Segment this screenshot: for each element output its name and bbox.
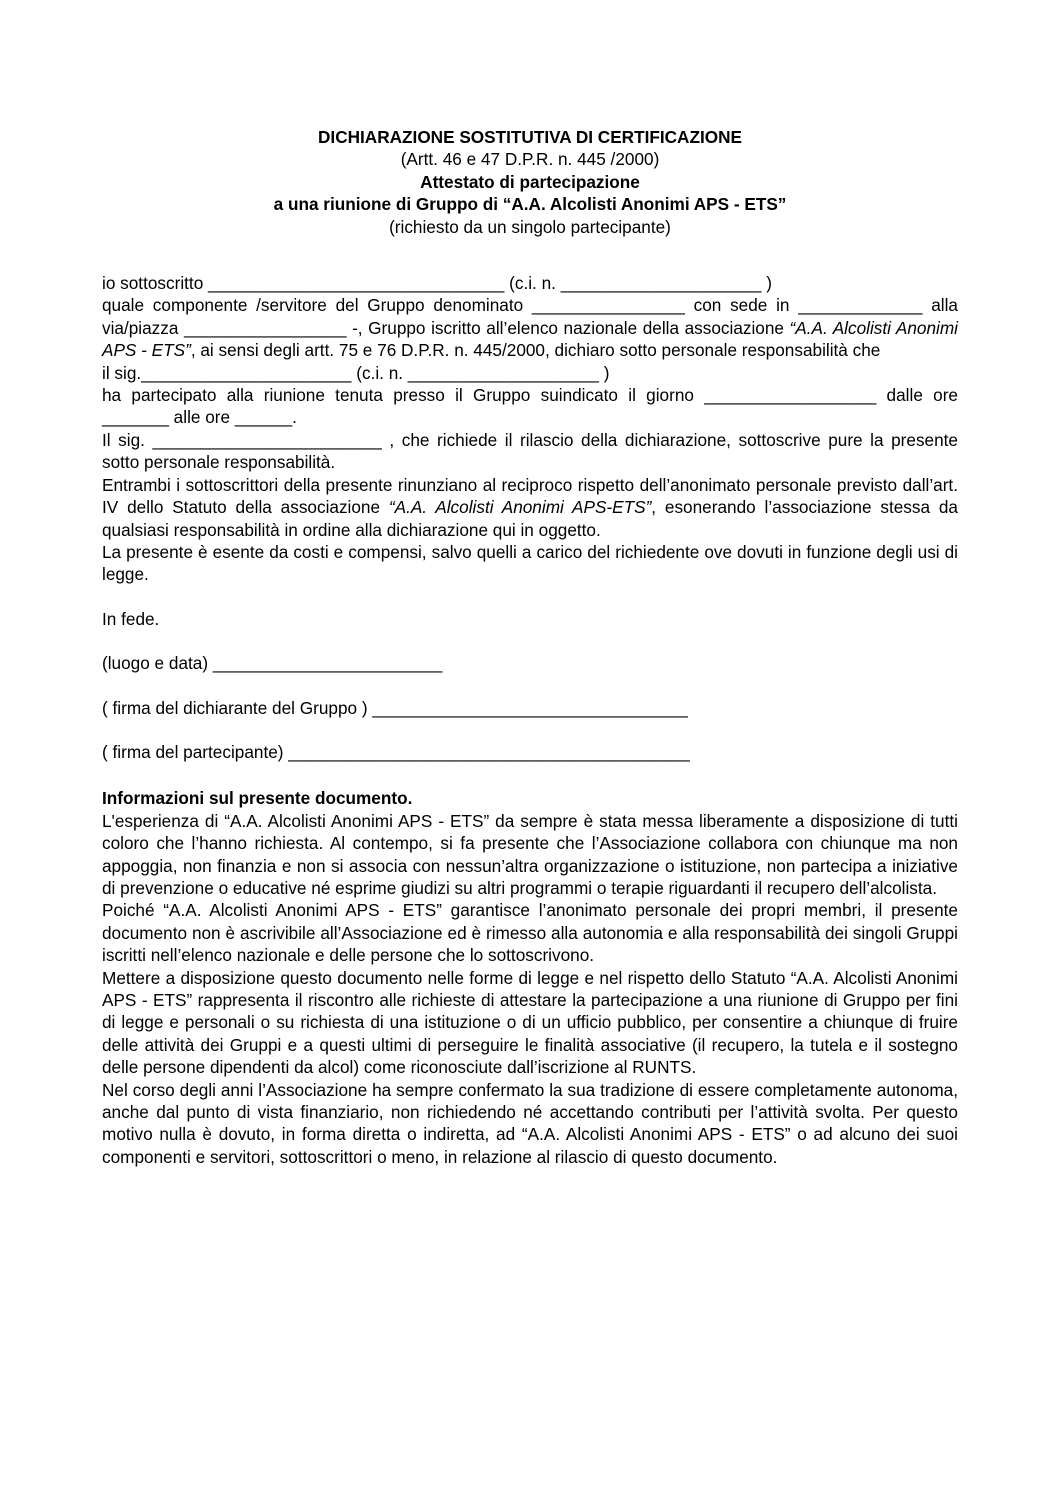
signer-line: io sottoscritto _______________________________ (c.i. n. _____________________ ) bbox=[102, 273, 772, 294]
document-subtitle-meeting: a una riunione di Gruppo di “A.A. Alcolisti Anonimi APS - ETS” bbox=[273, 194, 787, 215]
anonymity-text-a: Entrambi i sottoscrittori della presente rinunziano al reciproco rispetto dell’anonimato personale previsto dall’art. IV dello Statuto della associazione bbox=[102, 474, 958, 518]
place-date-field: (luogo e data) ________________________ bbox=[102, 653, 443, 674]
participant-line: il sig.______________________ (c.i. n. ____________________ ) bbox=[102, 362, 610, 383]
document-page bbox=[102, 126, 958, 1168]
anonymity-paragraph bbox=[102, 474, 958, 541]
declaration-text-a: quale componente /servitore del Gruppo denominato ________________ con sede in _____________ alla via/piazza _________________ -, Gruppo iscritto all’elenco nazionale della associazione bbox=[102, 295, 958, 338]
info-paragraph-autonomy: Nel corso degli anni l’Associazione ha sempre confermato la sua tradizione di essere completamente autonoma, anche dal punto di vista finanziario, non richiedendo né accettando contributi per l’attività svolta. Per questo motivo nulla è dovuto, in forma diretta o indiretta, ad “A.A. Alcolisti Anonimi APS - ETS” o ad alcuno dei suoi componenti e servitori, sottoscrittori o meno, in relazione al rilascio di questo documento. bbox=[102, 1079, 958, 1167]
document-heading bbox=[102, 126, 958, 238]
group-signature-field: ( firma del dichiarante del Gruppo ) _________________________________ bbox=[102, 697, 688, 718]
participation-paragraph: ha partecipato alla riunione tenuta presso il Gruppo suindicato il giorno __________________ dalle ore _______ alle ore ______. bbox=[102, 385, 958, 428]
association-name-statute: “A.A. Alcolisti Anonimi APS-ETS” bbox=[388, 497, 652, 518]
participant-signature-field: ( firma del partecipante) __________________________________________ bbox=[102, 741, 690, 762]
info-heading: Informazioni sul presente documento. bbox=[102, 788, 413, 809]
declaration-section bbox=[102, 272, 958, 586]
anonymity-text-b: , esonerando l’associazione stessa da qualsiasi responsabilità in ordine alla dichiarazione qui in oggetto. bbox=[102, 497, 958, 540]
in-fede-text: In fede. bbox=[102, 608, 160, 629]
document-title: DICHIARAZIONE SOSTITUTIVA DI CERTIFICAZIONE bbox=[318, 127, 742, 147]
declaration-text-b: , ai sensi degli artt. 75 e 76 D.P.R. n. 445/2000, dichiaro sotto personale responsabilità che bbox=[190, 340, 881, 361]
info-paragraph-purpose: Mettere a disposizione questo documento nelle forme di legge e nel rispetto dello Statuto “A.A. Alcolisti Anonimi APS - ETS” rappresenta il riscontro alle richieste di attestare la partecipazione a una riunione di Gruppo per fini di legge e personali o su richiesta di una istituzione o di un ufficio pubblico, per consentire a chiunque di fruire delle attività dei Gruppi e a questi ultimi di perseguire le finalità associative (il recupero, la tutela e il sostegno delle persone dipendenti da alcol) come riconosciute dall’iscrizione al RUNTS. bbox=[102, 967, 958, 1078]
declaration-paragraph bbox=[102, 294, 958, 361]
info-section bbox=[102, 787, 958, 1168]
cost-paragraph: La presente è esente da costi e compensi, salvo quelli a carico del richiedente ove dovuti in funzione degli usi di legge. bbox=[102, 541, 958, 585]
document-subtitle: Attestato di partecipazione bbox=[420, 171, 640, 192]
requester-paragraph: Il sig. ________________________ , che richiede il rilascio della dichiarazione, sottoscrive pure la presente sotto personale responsabilità. bbox=[102, 429, 958, 473]
document-note: (richiesto da un singolo partecipante) bbox=[389, 216, 671, 237]
info-paragraph-experience: L'esperienza di “A.A. Alcolisti Anonimi APS - ETS” da sempre è stata messa liberamente a disposizione di tutti coloro che l’hanno richiesta. Al contempo, si fa presente che l’Associazione collabora con chiunque ma non appoggia, non finanzia e non si associa con nessun’altra organizzazione o istituzione, non partecipa a iniziative di prevenzione o educative né esprime giudizi su altri programmi o terapie riguardanti il recupero dell’alcolista. bbox=[102, 810, 958, 898]
association-name: “A.A. Alcolisti Anonimi APS - ETS” bbox=[102, 317, 958, 361]
law-reference: (Artt. 46 e 47 D.P.R. n. 445 /2000) bbox=[400, 149, 660, 170]
info-paragraph-anonymity: Poiché “A.A. Alcolisti Anonimi APS - ETS” garantisce l’anonimato personale dei propri membri, il presente documento non è ascrivibile all’Associazione ed è rimesso alla autonomia e alla responsabilità dei singoli Gruppi iscritti nell’elenco nazionale e delle persone che lo sottoscrivono. bbox=[102, 900, 958, 966]
